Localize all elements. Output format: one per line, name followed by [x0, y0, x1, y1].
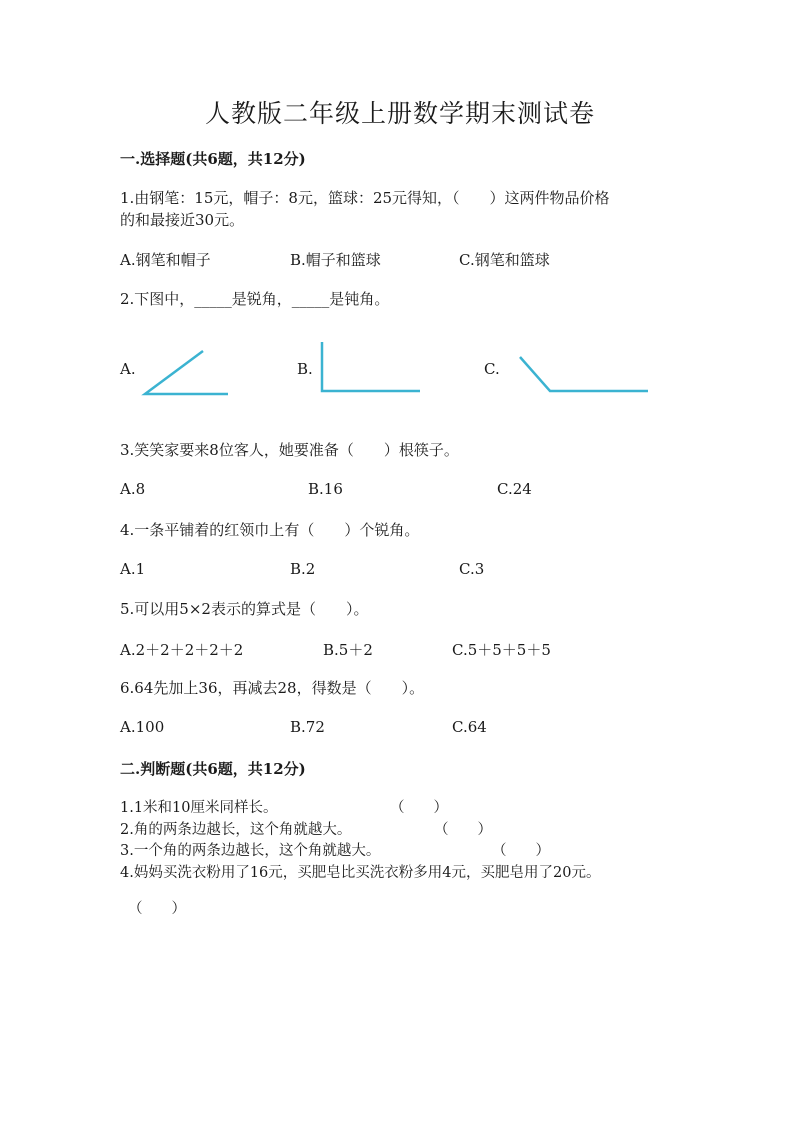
question-1-stem-line1: 1.由钢笔：15元，帽子：8元，篮球：25元得知，（ ）这两件物品价格: [120, 189, 610, 207]
page-title: 人教版二年级上册数学期末测试卷: [204, 99, 595, 128]
question-1-option-a: A.钢笔和帽子: [120, 251, 211, 269]
question-6-option-a: A.100: [120, 718, 165, 736]
question-3-option-c: C.24: [497, 480, 532, 498]
question-6-option-b: B.72: [290, 718, 325, 736]
angle-figure-a: [145, 351, 228, 394]
question-4-option-c: C.3: [459, 560, 485, 578]
judgement-item-1-blank: （ ）: [390, 800, 448, 816]
judgement-item-1: 1.1米和10厘米同样长。: [120, 800, 278, 816]
question-5-option-b: B.5＋2: [323, 641, 373, 659]
judgement-item-3-blank: （ ）: [492, 843, 550, 859]
question-5-option-c: C.5＋5＋5＋5: [452, 641, 551, 659]
question-4-stem: 4.一条平铺着的红领巾上有（ ）个锐角。: [120, 521, 420, 539]
section-heading-choice: 一.选择题(共6题，共12分): [120, 150, 306, 168]
question-6-stem: 6.64先加上36，再减去28，得数是（ ）。: [120, 679, 425, 697]
question-4-option-a: A.1: [120, 560, 146, 578]
angle-figure-b: [322, 342, 420, 391]
section-heading-judgement: 二.判断题(共6题，共12分): [120, 760, 306, 778]
question-1-stem-line2: 的和最接近30元。: [120, 211, 245, 229]
question-3-option-b: B.16: [308, 480, 343, 498]
judgement-item-2: 2.角的两条边越长，这个角就越大。: [120, 822, 352, 838]
figure-label-c: C.: [484, 360, 500, 378]
figure-label-a: A.: [120, 360, 136, 378]
judgement-item-4-blank: （ ）: [128, 901, 186, 917]
question-3-option-a: A.8: [120, 480, 146, 498]
question-3-stem: 3.笑笑家要来8位客人，她要准备（ ）根筷子。: [120, 441, 459, 459]
question-2-stem: 2.下图中，_____是锐角，_____是钝角。: [120, 290, 390, 308]
judgement-item-3: 3.一个角的两条边越长，这个角就越大。: [120, 843, 381, 859]
question-4-option-b: B.2: [290, 560, 316, 578]
question-1-option-c: C.钢笔和篮球: [459, 251, 550, 269]
judgement-item-2-blank: （ ）: [434, 822, 492, 838]
question-1-option-b: B.帽子和篮球: [290, 251, 381, 269]
figure-label-b: B.: [297, 360, 313, 378]
judgement-item-4: 4.妈妈买洗衣粉用了16元，买肥皂比买洗衣粉多用4元，买肥皂用了20元。: [120, 865, 601, 881]
question-5-stem: 5.可以用5×2表示的算式是（ ）。: [120, 600, 369, 618]
question-5-option-a: A.2＋2＋2＋2＋2: [120, 641, 244, 659]
angle-figure-c: [520, 357, 648, 391]
question-6-option-c: C.64: [452, 718, 487, 736]
